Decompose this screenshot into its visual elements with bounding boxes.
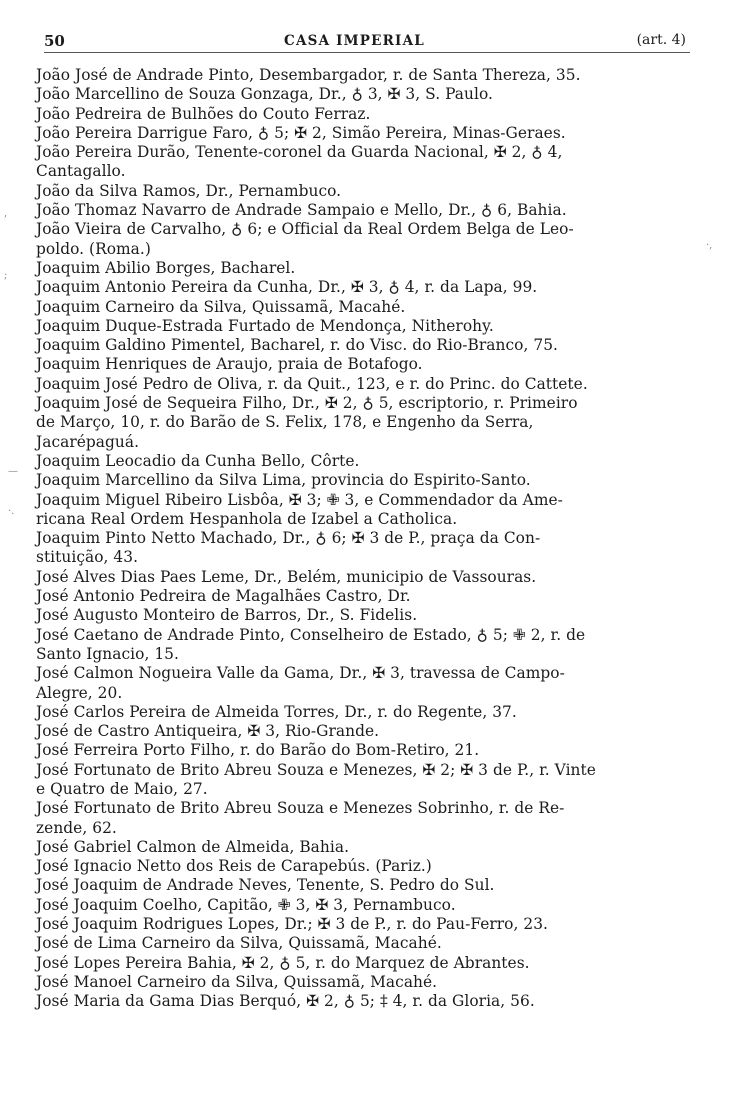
margin-mark: ; bbox=[4, 270, 8, 281]
list-entry bbox=[36, 298, 686, 317]
entry-text: José Calmon Nogueira Valle da Gama, Dr., ✠ 3, travessa de Campo- bbox=[36, 664, 565, 683]
entry-text: José de Lima Carneiro da Silva, Quissamã, Macahé. bbox=[36, 934, 442, 953]
entry-text: José Joaquim de Andrade Neves, Tenente, S. Pedro do Sul. bbox=[36, 876, 495, 895]
entry-text: José Ferreira Porto Filho, r. do Barão do Bom-Retiro, 21. bbox=[36, 741, 480, 760]
entry-text: João Vieira de Carvalho, ♁ 6; e Official da Real Ordem Belga de Leo- bbox=[36, 220, 574, 239]
list-entry bbox=[36, 741, 686, 760]
entry-text: Joaquim Miguel Ribeiro Lisbôa, ✠ 3; ✙ 3, e Commendador da Ame- bbox=[36, 490, 563, 509]
entry-text: Joaquim Antonio Pereira da Cunha, Dr., ✠ 3, ♁ 4, r. da Lapa, 99. bbox=[36, 278, 538, 297]
list-entry bbox=[36, 664, 686, 703]
page-header bbox=[44, 30, 690, 53]
list-entry bbox=[36, 876, 686, 895]
entry-text: João Marcellino de Souza Gonzaga, Dr., ♁ 3, ✠ 3, S. Paulo. bbox=[36, 85, 493, 104]
entry-text: Joaquim Carneiro da Silva, Quissamã, Macahé. bbox=[36, 297, 406, 316]
entry-text: José Manoel Carneiro da Silva, Quissamã, Macahé. bbox=[36, 972, 438, 991]
list-entry bbox=[36, 336, 686, 355]
entry-continuation: Alegre, 20. bbox=[36, 683, 123, 702]
entry-text: Joaquim Pinto Netto Machado, Dr., ♁ 6; ✠ 3 de P., praça da Con- bbox=[36, 529, 541, 548]
list-entry bbox=[36, 143, 686, 182]
entry-text: João Pereira Durão, Tenente-coronel da Guarda Nacional, ✠ 2, ♁ 4, bbox=[36, 143, 563, 162]
list-entry bbox=[36, 703, 686, 722]
list-entry bbox=[36, 568, 686, 587]
list-entry bbox=[36, 626, 686, 665]
list-entry bbox=[36, 355, 686, 374]
list-entry bbox=[36, 471, 686, 490]
list-entry bbox=[36, 606, 686, 625]
list-entry bbox=[36, 838, 686, 857]
list-entry bbox=[36, 278, 686, 297]
list-entry bbox=[36, 992, 686, 1011]
margin-mark: — bbox=[8, 466, 18, 477]
entry-text: João da Silva Ramos, Dr., Pernambuco. bbox=[36, 181, 342, 200]
entry-text: José Joaquim Coelho, Capitão, ✙ 3, ✠ 3, Pernambuco. bbox=[36, 895, 456, 914]
list-entry bbox=[36, 105, 686, 124]
running-title: CASA IMPERIAL bbox=[284, 33, 425, 49]
entry-text: José Fortunato de Brito Abreu Souza e Menezes Sobrinho, r. de Re- bbox=[36, 799, 565, 818]
margin-mark: ·. bbox=[8, 506, 15, 517]
page-number: 50 bbox=[44, 32, 65, 50]
entry-text: João Pedreira de Bulhões do Couto Ferraz. bbox=[36, 104, 371, 123]
entry-continuation: Cantagallo. bbox=[36, 162, 126, 181]
entry-text: José Fortunato de Brito Abreu Souza e Menezes, ✠ 2; ✠ 3 de P., r. Vinte bbox=[36, 760, 596, 779]
list-entry bbox=[36, 857, 686, 876]
list-entry bbox=[36, 973, 686, 992]
entry-text: José Maria da Gama Dias Berquó, ✠ 2, ♁ 5; ‡ 4, r. da Gloria, 56. bbox=[36, 992, 535, 1011]
entry-text: José Joaquim Rodrigues Lopes, Dr.; ✠ 3 de P., r. do Pau-Ferro, 23. bbox=[36, 915, 549, 934]
entry-text: Joaquim Leocadio da Cunha Bello, Côrte. bbox=[36, 451, 360, 470]
entry-text: José Alves Dias Paes Leme, Dr., Belém, municipio de Vassouras. bbox=[36, 567, 537, 586]
margin-mark: , bbox=[4, 208, 8, 219]
entry-continuation: poldo. (Roma.) bbox=[36, 239, 151, 258]
entry-text: Joaquim Duque-Estrada Furtado de Mendonça, Nitherohy. bbox=[36, 316, 494, 335]
list-entry bbox=[36, 452, 686, 471]
entry-text: José Carlos Pereira de Almeida Torres, Dr., r. do Regente, 37. bbox=[36, 702, 517, 721]
entry-continuation: Santo Ignacio, 15. bbox=[36, 644, 179, 663]
entry-text: José Augusto Monteiro de Barros, Dr., S. Fidelis. bbox=[36, 606, 418, 625]
entry-text: João José de Andrade Pinto, Desembargador, r. de Santa Thereza, 35. bbox=[36, 66, 581, 84]
list-entry bbox=[36, 587, 686, 606]
list-entry bbox=[36, 761, 686, 800]
entry-text: José Ignacio Netto dos Reis de Carapebús. (Pariz.) bbox=[36, 857, 432, 876]
entry-text: José Caetano de Andrade Pinto, Conselheiro de Estado, ♁ 5; ✙ 2, r. de bbox=[36, 625, 586, 644]
list-entry bbox=[36, 182, 686, 201]
list-entry bbox=[36, 491, 686, 530]
list-entry bbox=[36, 934, 686, 953]
list-entry bbox=[36, 915, 686, 934]
entry-text: Joaquim Henriques de Araujo, praia de Botafogo. bbox=[36, 355, 423, 374]
entry-continuation: zende, 62. bbox=[36, 818, 117, 837]
list-entry bbox=[36, 722, 686, 741]
list-entry bbox=[36, 85, 686, 104]
list-entry bbox=[36, 799, 686, 838]
entry-text: Joaquim José de Sequeira Filho, Dr., ✠ 2, ♁ 5, escriptorio, r. Primeiro bbox=[36, 394, 578, 413]
entry-text: João Thomaz Navarro de Andrade Sampaio e Mello, Dr., ♁ 6, Bahia. bbox=[36, 201, 567, 220]
entry-text: José Lopes Pereira Bahia, ✠ 2, ♁ 5, r. do Marquez de Abrantes. bbox=[36, 953, 530, 972]
article-reference: (art. 4) bbox=[636, 32, 686, 48]
list-entry bbox=[36, 317, 686, 336]
list-entry bbox=[36, 896, 686, 915]
entry-continuation: Jacarépaguá. bbox=[36, 432, 140, 451]
entry-text: João Pereira Darrigue Faro, ♁ 5; ✠ 2, Simão Pereira, Minas-Geraes. bbox=[36, 123, 566, 142]
margin-mark: ·, bbox=[706, 240, 713, 251]
entry-continuation: e Quatro de Maio, 27. bbox=[36, 779, 208, 798]
entry-text: Joaquim Galdino Pimentel, Bacharel, r. do Visc. do Rio-Branco, 75. bbox=[36, 336, 558, 355]
list-entry bbox=[36, 220, 686, 259]
entry-text: Joaquim José Pedro de Oliva, r. da Quit., 123, e r. do Princ. do Cattete. bbox=[36, 374, 588, 393]
entry-text: José Gabriel Calmon de Almeida, Bahia. bbox=[36, 837, 350, 856]
entry-continuation: stituição, 43. bbox=[36, 548, 139, 567]
list-entry bbox=[36, 66, 686, 85]
name-list bbox=[36, 66, 686, 1012]
list-entry bbox=[36, 529, 686, 568]
list-entry bbox=[36, 375, 686, 394]
list-entry bbox=[36, 259, 686, 278]
entry-continuation: ricana Real Ordem Hespanhola de Izabel a Catholica. bbox=[36, 509, 458, 528]
entry-text: Joaquim Marcellino da Silva Lima, provincia do Espirito-Santo. bbox=[36, 471, 531, 490]
list-entry bbox=[36, 394, 686, 452]
list-entry bbox=[36, 954, 686, 973]
entry-text: José Antonio Pedreira de Magalhães Castro, Dr. bbox=[36, 587, 411, 606]
list-entry bbox=[36, 201, 686, 220]
entry-text: Joaquim Abilio Borges, Bacharel. bbox=[36, 258, 296, 277]
entry-text: José de Castro Antiqueira, ✠ 3, Rio-Grande. bbox=[36, 722, 380, 741]
list-entry bbox=[36, 124, 686, 143]
entry-continuation: de Março, 10, r. do Barão de S. Felix, 178, e Engenho da Serra, bbox=[36, 413, 534, 432]
